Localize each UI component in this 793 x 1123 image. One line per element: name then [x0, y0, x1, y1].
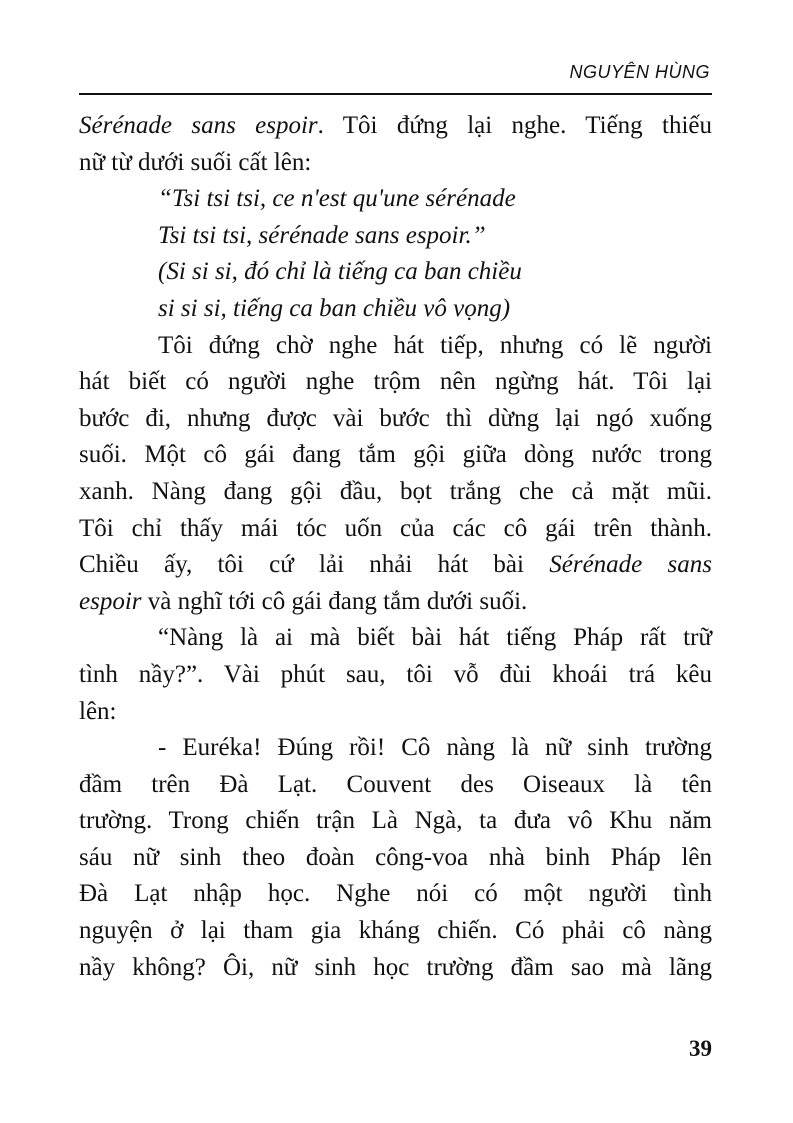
text-line: tình nầy?”. Vài phút sau, tôi vỗ đùi khoái trá kêu — [79, 660, 712, 688]
text-line: xanh. Nàng đang gội đầu, bọt trắng che cả mặt mũi. — [79, 477, 712, 505]
text-line — [79, 547, 712, 584]
text-line: bước đi, nhưng được vài bước thì dừng lại ngó xuống — [79, 404, 712, 432]
text-line: sáu nữ sinh theo đoàn công-voa nhà binh Pháp lên — [79, 843, 712, 871]
text-span: . Tôi đứng lại nghe. Tiếng thiếu — [317, 112, 712, 139]
text-line: đầm trên Đà Lạt. Couvent des Oiseaux là tên — [79, 770, 712, 798]
text-line: nầy không? Ôi, nữ sinh học trường đầm sao mà lãng — [79, 953, 712, 981]
poem-line: si si si, tiếng ca ban chiều vô vọng) — [158, 294, 511, 322]
text-line: Tôi chỉ thấy mái tóc uốn của các cô gái trên thành. — [79, 514, 712, 542]
poem-line: (Si si si, đó chỉ là tiếng ca ban chiều — [158, 258, 522, 286]
text-line: “Nàng là ai mà biết bài hát tiếng Pháp rất trữ — [158, 624, 712, 652]
text-line: Đà Lạt nhập học. Nghe nói có một người tình — [79, 880, 712, 908]
song-title: Sérénade sans — [549, 551, 712, 579]
header-rule — [79, 93, 712, 95]
text-line: nữ từ dưới suối cất lên: — [79, 148, 312, 176]
text-line: suối. Một cô gái đang tắm gội giữa dòng nước trong — [79, 441, 712, 469]
text-span: và nghĩ tới cô gái đang tắm dưới suối. — [141, 587, 528, 615]
text-line: nguyện ở lại tham gia kháng chiến. Có phải cô nàng — [79, 917, 712, 945]
body-text — [79, 108, 712, 986]
text-line: Tôi đứng chờ nghe hát tiếp, nhưng có lẽ người — [158, 331, 712, 359]
song-title: Sérénade sans espoir — [79, 112, 318, 139]
text-line — [79, 584, 712, 621]
song-title: espoir — [79, 587, 142, 615]
text-line: lên: — [79, 697, 117, 725]
text-span: Chiều ấy, tôi cứ lải nhải hát bài — [79, 551, 550, 579]
poem-line: “Tsi tsi tsi, ce n'est qu'une sérénade — [158, 185, 516, 213]
poem-line: Tsi tsi tsi, sérénade sans espoir.” — [158, 221, 486, 249]
author-name: NGUYÊN HÙNG — [569, 62, 710, 82]
text-line: - Euréka! Đúng rồi! Cô nàng là nữ sinh trường — [158, 734, 712, 762]
text-line: trường. Trong chiến trận Là Ngà, ta đưa vô Khu năm — [79, 807, 712, 835]
text-line: hát biết có người nghe trộm nên ngừng hát. Tôi lại — [79, 368, 712, 396]
text-line — [79, 108, 712, 145]
running-header — [79, 62, 712, 96]
page-number: 39 — [689, 1036, 712, 1061]
